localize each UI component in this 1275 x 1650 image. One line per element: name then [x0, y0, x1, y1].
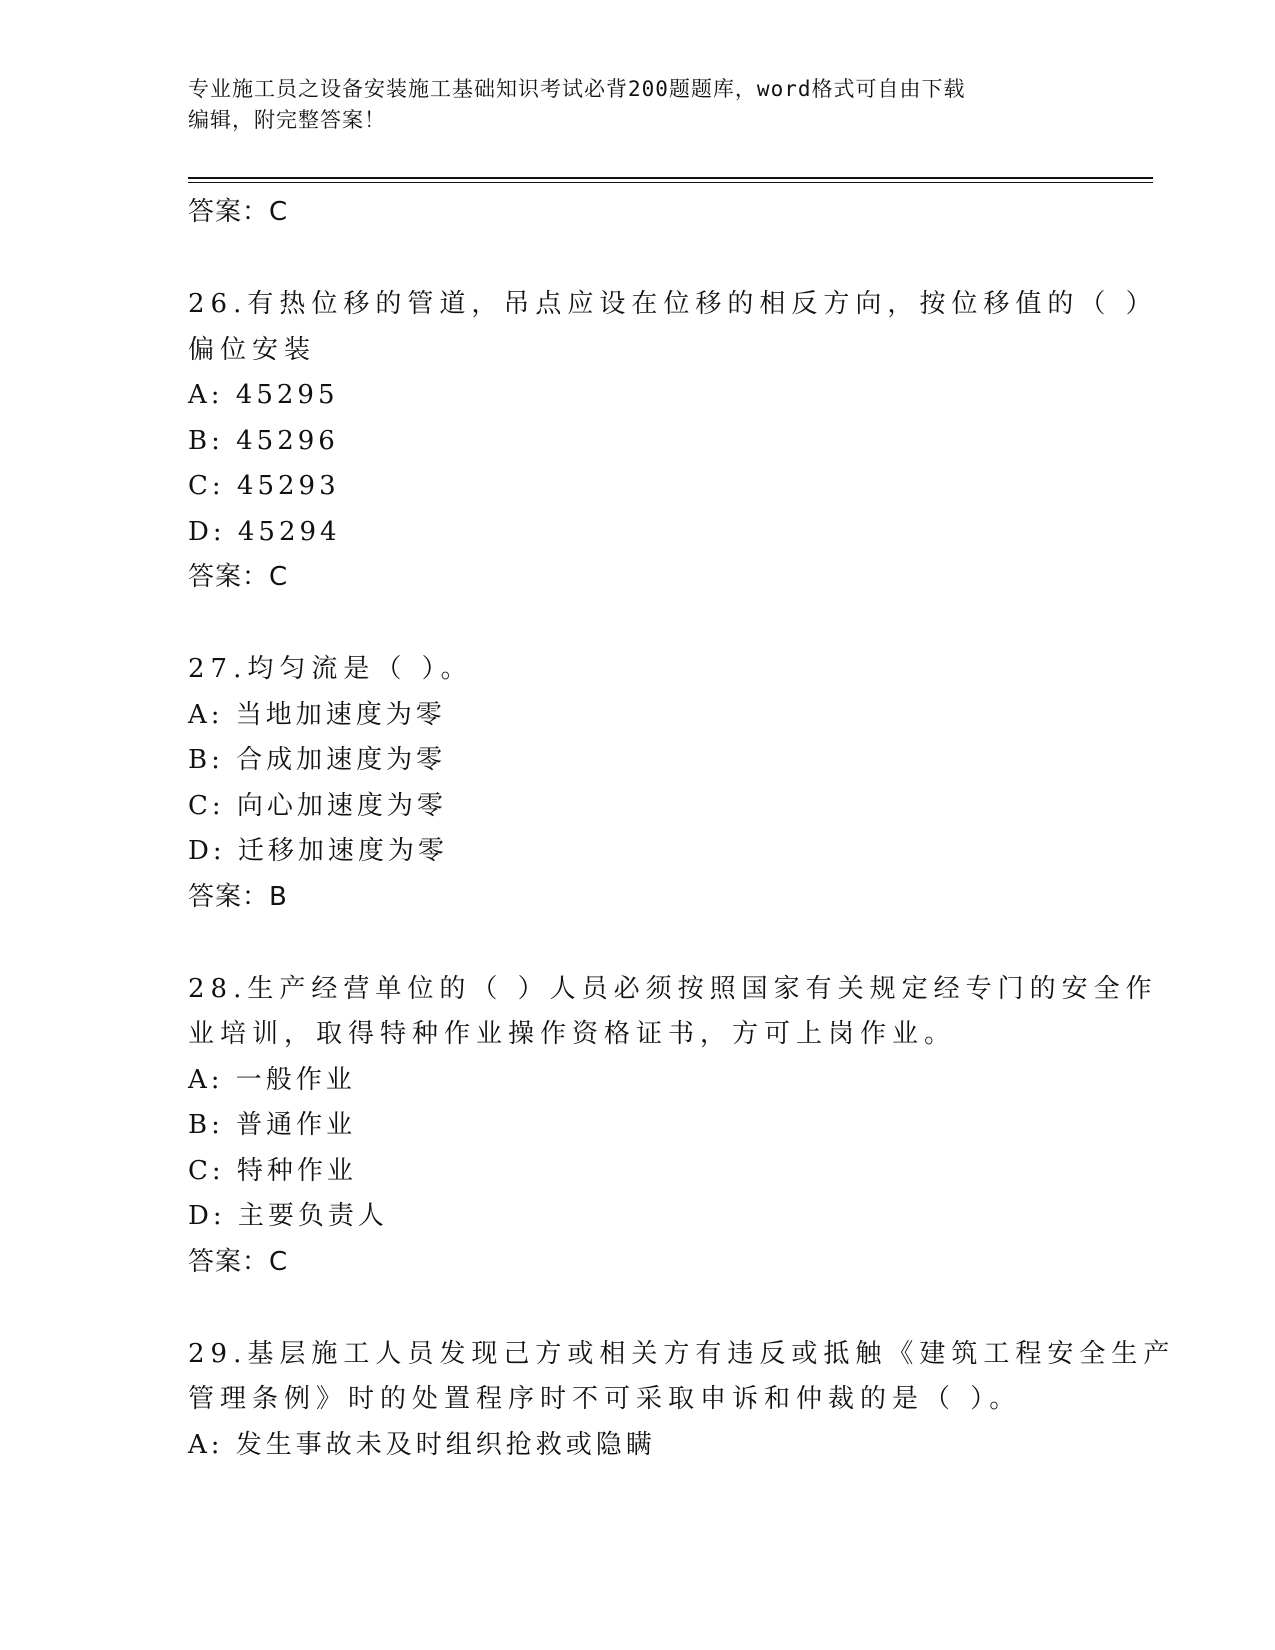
question-text: 29.基层施工人员发现己方或相关方有违反或抵触《建筑工程安全生产: [188, 1338, 1176, 1369]
question-text: 26.有热位移的管道，吊点应设在位移的相反方向，按位移值的（ ）: [188, 289, 1158, 319]
option-b: B: 合成加速度为零: [188, 745, 447, 775]
question-28: [188, 967, 1158, 1285]
option-a: A: 发生事故未及时组织抢救或隐瞒: [188, 1429, 656, 1460]
question-list: [188, 190, 1176, 1468]
answer-line: 答案：C: [188, 562, 289, 592]
option-c: C: 特种作业: [188, 1155, 357, 1186]
option-c: C: 45293: [188, 471, 340, 501]
question-27: [188, 647, 1088, 920]
answer-line: 答案：C: [188, 197, 289, 227]
option-c: C: 向心加速度为零: [188, 790, 447, 821]
answer-line: 答案：C: [188, 1246, 289, 1277]
option-a: A: 当地加速度为零: [188, 699, 446, 730]
option-d: D: 主要负责人: [188, 1201, 388, 1231]
question-text: 28.生产经营单位的（ ）人员必须按照国家有关规定经专门的安全作: [188, 973, 1158, 1004]
option-a: A: 45295: [188, 380, 339, 410]
question-26: [188, 282, 1158, 600]
question-text: 偏位安装: [188, 334, 317, 365]
header-line-1: 专业施工员之设备安装施工基础知识考试必背200题题库，word格式可自由下载: [188, 77, 966, 101]
question-text: 27.均匀流是（ ）。: [188, 654, 473, 684]
option-a: A: 一般作业: [188, 1064, 356, 1095]
option-d: D: 45294: [188, 516, 341, 547]
header-line-2: 编辑，附完整答案！: [188, 108, 386, 132]
question-text: 管理条例》时的处置程序时不可采取申诉和仲裁的是（ ）。: [188, 1384, 1022, 1414]
answer-line: 答案：B: [188, 881, 288, 912]
option-b: B: 45296: [188, 425, 339, 456]
option-d: D: 迁移加速度为零: [188, 836, 448, 866]
question-text: 业培训，取得特种作业操作资格证书，方可上岗作业。: [188, 1019, 957, 1049]
question-29: [188, 1332, 1176, 1469]
page-header: [188, 74, 1068, 136]
option-b: B: 普通作业: [188, 1110, 357, 1140]
header-rule-thick: [188, 177, 1153, 179]
header-rule-thin: [188, 182, 1153, 183]
